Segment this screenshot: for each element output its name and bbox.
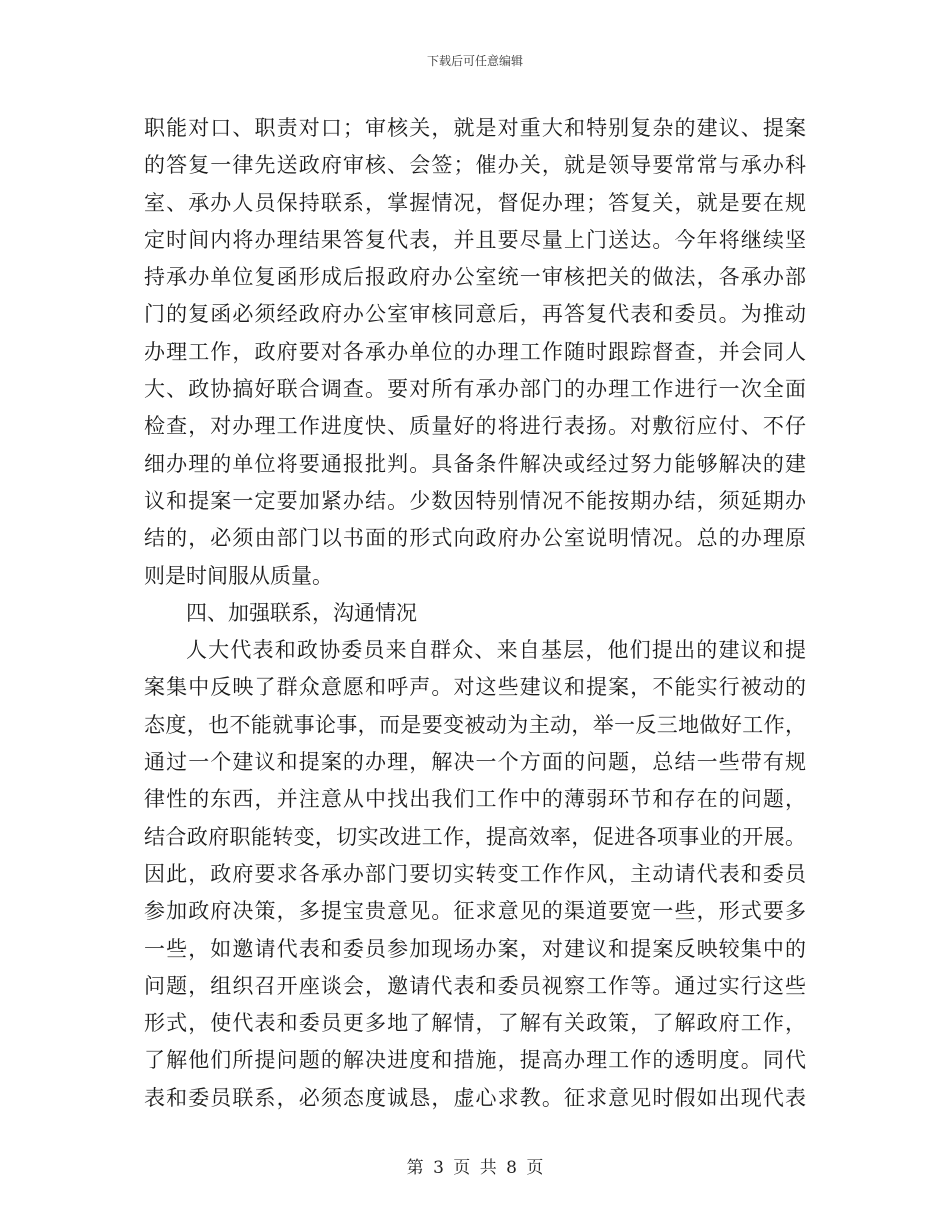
text-line: 大、政协搞好联合调查。要对所有承办部门的办理工作进行一次全面 <box>144 377 806 402</box>
text-line: 室、承办人员保持联系，掌握情况，督促办理；答复关，就是要在规 <box>144 190 806 215</box>
text-line: 了解他们所提问题的解决进度和措施，提高办理工作的透明度。同代 <box>144 1048 806 1073</box>
text-line: 议和提案一定要加紧办结。少数因特别情况不能按期办结，须延期办 <box>144 488 806 513</box>
text-line: 定时间内将办理结果答复代表，并且要尽量上门送达。今年将继续坚 <box>144 227 806 252</box>
text-line: 表和委员联系，必须态度诚恳，虚心求教。征求意见时假如出现代表 <box>144 1085 806 1110</box>
text-line: 职能对口、职责对口；审核关，就是对重大和特别复杂的建议、提案 <box>144 116 806 140</box>
text-line: 律性的东西，并注意从中找出我们工作中的薄弱环节和存在的问题， <box>144 787 806 812</box>
text-line: 态度，也不能就事论事，而是要变被动为主动，举一反三地做好工作， <box>144 712 806 737</box>
text-line: 办理工作，政府要对各承办单位的办理工作随时跟踪督查，并会同人 <box>144 339 806 364</box>
section-heading: 四、加强联系，沟通情况 <box>186 600 417 625</box>
text-line: 结的，必须由部门以书面的形式向政府办公室说明情况。总的办理原 <box>144 526 806 551</box>
page-header-note: 下载后可任意编辑 <box>426 54 523 68</box>
text-line: 细办理的单位将要通报批判。具备条件解决或经过努力能够解决的建 <box>144 451 806 476</box>
text-line: 参加政府决策，多提宝贵意见。征求意见的渠道要宽一些，形式要多 <box>144 899 806 924</box>
text-line: 则是时间服从质量。 <box>144 563 333 588</box>
text-line: 形式，使代表和委员更多地了解情，了解有关政策，了解政府工作， <box>144 1011 806 1036</box>
text-line: 结合政府职能转变，切实改进工作，提高效率，促进各项事业的开展。 <box>144 824 806 849</box>
text-line: 案集中反映了群众意愿和呼声。对这些建议和提案，不能实行被动的 <box>144 675 806 700</box>
text-line: 人大代表和政协委员来自群众、来自基层，他们提出的建议和提 <box>186 638 806 663</box>
text-line: 检查，对办理工作进度快、质量好的将进行表扬。对敷衍应付、不仔 <box>144 414 806 439</box>
page-number-footer: 第 3 页 共 8 页 <box>406 1158 544 1178</box>
text-line: 持承办单位复函形成后报政府办公室统一审核把关的做法，各承办部 <box>144 265 806 290</box>
text-line: 的答复一律先送政府审核、会签；催办关，就是领导要常常与承办科 <box>144 153 806 178</box>
text-line: 一些，如邀请代表和委员参加现场办案，对建议和提案反映较集中的 <box>144 936 806 961</box>
text-line: 因此，政府要求各承办部门要切实转变工作作风，主动请代表和委员 <box>144 861 806 886</box>
document-body <box>144 110 806 1117</box>
text-line: 问题，组织召开座谈会，邀请代表和委员视察工作等。通过实行这些 <box>144 973 806 998</box>
text-line: 门的复函必须经政府办公室审核同意后，再答复代表和委员。为推动 <box>144 302 806 327</box>
text-line: 通过一个建议和提案的办理，解决一个方面的问题，总结一些带有规 <box>144 750 806 775</box>
